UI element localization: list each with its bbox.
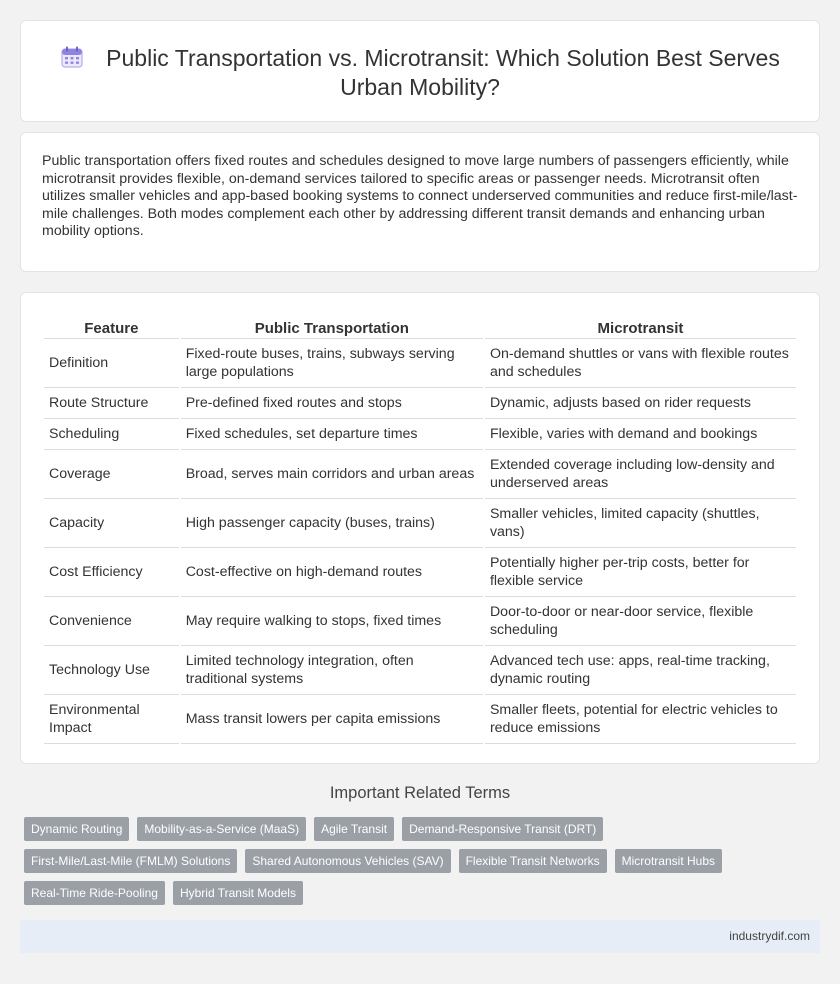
cell-micro: Smaller vehicles, limited capacity (shuttles, vans) <box>485 499 796 548</box>
intro-paragraph: Public transportation offers fixed routes and schedules designed to move large numbers of passengers efficiently, while microtransit provides flexible, on-demand services tailored to specific areas or passenger needs. Microtransit often utilizes smaller vehicles and app-based booking systems to connect underserved communities and reduce first-mile/last-mile challenges. Both modes complement each other by addressing different transit demands and enhancing urban mobility options. <box>42 153 798 240</box>
table-row <box>44 339 796 388</box>
tag-microtransit-hubs[interactable]: Microtransit Hubs <box>615 849 722 873</box>
cell-feature: Coverage <box>44 450 179 499</box>
table-row <box>44 548 796 597</box>
footer-site-link[interactable]: industrydif.com <box>729 929 810 943</box>
cell-public: Mass transit lowers per capita emissions <box>181 695 483 744</box>
header-microtransit: Microtransit <box>485 313 796 339</box>
page-title <box>21 44 819 102</box>
cell-feature: Cost Efficiency <box>44 548 179 597</box>
tag-sav[interactable]: Shared Autonomous Vehicles (SAV) <box>245 849 450 873</box>
comparison-table <box>42 313 798 744</box>
cell-public: Limited technology integration, often traditional systems <box>181 646 483 695</box>
related-terms-title: Important Related Terms <box>329 784 511 802</box>
table-row <box>44 646 796 695</box>
table-row <box>44 695 796 744</box>
cell-micro: Potentially higher per-trip costs, better for flexible service <box>485 548 796 597</box>
table-row <box>44 450 796 499</box>
calendar-icon <box>60 45 84 69</box>
cell-feature: Environmental Impact <box>44 695 179 744</box>
cell-micro: Door-to-door or near-door service, flexible scheduling <box>485 597 796 646</box>
table-row <box>44 597 796 646</box>
cell-public: May require walking to stops, fixed times <box>181 597 483 646</box>
cell-public: Pre-defined fixed routes and stops <box>181 388 483 419</box>
cell-public: Fixed schedules, set departure times <box>181 419 483 450</box>
tag-flexible-transit-networks[interactable]: Flexible Transit Networks <box>459 849 607 873</box>
table-row <box>44 419 796 450</box>
cell-feature: Route Structure <box>44 388 179 419</box>
tag-fmlm[interactable]: First-Mile/Last-Mile (FMLM) Solutions <box>24 849 237 873</box>
page-title-text: Public Transportation vs. Microtransit: Which Solution Best Serves Urban Mobility? <box>106 45 780 100</box>
cell-feature: Convenience <box>44 597 179 646</box>
cell-micro: Advanced tech use: apps, real-time tracking, dynamic routing <box>485 646 796 695</box>
intro-card <box>20 132 820 272</box>
header-public-transportation: Public Transportation <box>181 313 483 339</box>
tag-hybrid-transit-models[interactable]: Hybrid Transit Models <box>173 881 303 905</box>
cell-micro: Extended coverage including low-density and underserved areas <box>485 450 796 499</box>
cell-public: Broad, serves main corridors and urban areas <box>181 450 483 499</box>
tag-agile-transit[interactable]: Agile Transit <box>314 817 394 841</box>
cell-micro: Dynamic, adjusts based on rider requests <box>485 388 796 419</box>
cell-feature: Capacity <box>44 499 179 548</box>
comparison-table-card <box>20 292 820 764</box>
related-terms-tags <box>24 817 794 905</box>
table-header-row <box>44 313 796 339</box>
header-feature: Feature <box>44 313 179 339</box>
cell-micro: Flexible, varies with demand and bookings <box>485 419 796 450</box>
title-card <box>20 20 820 122</box>
cell-feature: Definition <box>44 339 179 388</box>
cell-public: High passenger capacity (buses, trains) <box>181 499 483 548</box>
tag-maas[interactable]: Mobility-as-a-Service (MaaS) <box>137 817 306 841</box>
cell-feature: Technology Use <box>44 646 179 695</box>
cell-micro: Smaller fleets, potential for electric vehicles to reduce emissions <box>485 695 796 744</box>
footer <box>20 920 820 953</box>
tag-drt[interactable]: Demand-Responsive Transit (DRT) <box>402 817 603 841</box>
cell-feature: Scheduling <box>44 419 179 450</box>
tag-dynamic-routing[interactable]: Dynamic Routing <box>24 817 129 841</box>
cell-public: Fixed-route buses, trains, subways serving large populations <box>181 339 483 388</box>
table-row <box>44 499 796 548</box>
table-row <box>44 388 796 419</box>
tag-real-time-ride-pooling[interactable]: Real-Time Ride-Pooling <box>24 881 165 905</box>
cell-micro: On-demand shuttles or vans with flexible routes and schedules <box>485 339 796 388</box>
cell-public: Cost-effective on high-demand routes <box>181 548 483 597</box>
